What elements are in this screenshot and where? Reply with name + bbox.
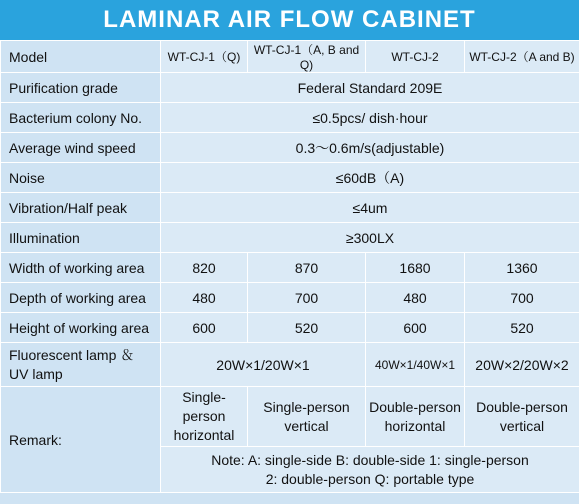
model-header: WT-CJ-1（A, B and Q): [248, 41, 366, 73]
height-value: 520: [248, 313, 366, 343]
bacterium-value: ≤0.5pcs/ dish·hour: [161, 103, 579, 133]
remark-type: Double-person vertical: [465, 387, 579, 447]
width-value: 820: [161, 253, 248, 283]
lamp-value: 20W×1/20W×1: [161, 343, 366, 387]
noise-value: ≤60dB（A): [161, 163, 579, 193]
wind-label: Average wind speed: [1, 133, 161, 163]
width-value: 1680: [366, 253, 465, 283]
model-header: WT-CJ-1（Q): [161, 41, 248, 73]
depth-value: 700: [465, 283, 579, 313]
height-value: 520: [465, 313, 579, 343]
depth-value: 480: [161, 283, 248, 313]
width-label: Width of working area: [1, 253, 161, 283]
table-row: [1, 163, 579, 193]
lamp-value: 40W×1/40W×1: [366, 343, 465, 387]
remark-type: Single-person horizontal: [161, 387, 248, 447]
vibration-value: ≤4um: [161, 193, 579, 223]
lamp-label-line: Fluorescent lamp ＆: [9, 346, 135, 363]
note-line: 2: double-person Q: portable type: [265, 470, 475, 487]
purification-value: Federal Standard 209E: [161, 73, 579, 103]
width-value: 870: [248, 253, 366, 283]
table-row: [1, 73, 579, 103]
table-row: [1, 223, 579, 253]
table-row: [1, 103, 579, 133]
model-header: WT-CJ-2（A and B): [465, 41, 579, 73]
vibration-label: Vibration/Half peak: [1, 193, 161, 223]
height-value: 600: [161, 313, 248, 343]
model-header: WT-CJ-2: [366, 41, 465, 73]
remark-note: [161, 447, 579, 493]
remark-label: Remark:: [1, 387, 161, 493]
spec-table: [0, 40, 579, 493]
illumination-label: Illumination: [1, 223, 161, 253]
wind-value: 0.3～0.6m/s(adjustable): [161, 133, 579, 163]
width-value: 1360: [465, 253, 579, 283]
table-row: [1, 313, 579, 343]
depth-value: 480: [366, 283, 465, 313]
remark-type: Double-person horizontal: [366, 387, 465, 447]
bacterium-label: Bacterium colony No.: [1, 103, 161, 133]
lamp-value: 20W×2/20W×2: [465, 343, 579, 387]
page-title: LAMINAR AIR FLOW CABINET: [0, 0, 579, 40]
noise-label: Noise: [1, 163, 161, 193]
table-row: [1, 133, 579, 163]
model-label: Model: [1, 41, 161, 73]
remark-types-row: [1, 387, 579, 447]
depth-label: Depth of working area: [1, 283, 161, 313]
table-row: [1, 253, 579, 283]
depth-value: 700: [248, 283, 366, 313]
header-row: [1, 41, 579, 73]
table-row: [1, 343, 579, 387]
height-label: Height of working area: [1, 313, 161, 343]
remark-type: Single-person vertical: [248, 387, 366, 447]
purification-label: Purification grade: [1, 73, 161, 103]
height-value: 600: [366, 313, 465, 343]
note-line: Note: A: single-side B: double-side 1: single-person: [211, 451, 529, 468]
table-row: [1, 193, 579, 223]
table-row: [1, 283, 579, 313]
lamp-label: [1, 343, 161, 387]
illumination-value: ≥300LX: [161, 223, 579, 253]
lamp-label-line: UV lamp: [9, 365, 63, 382]
